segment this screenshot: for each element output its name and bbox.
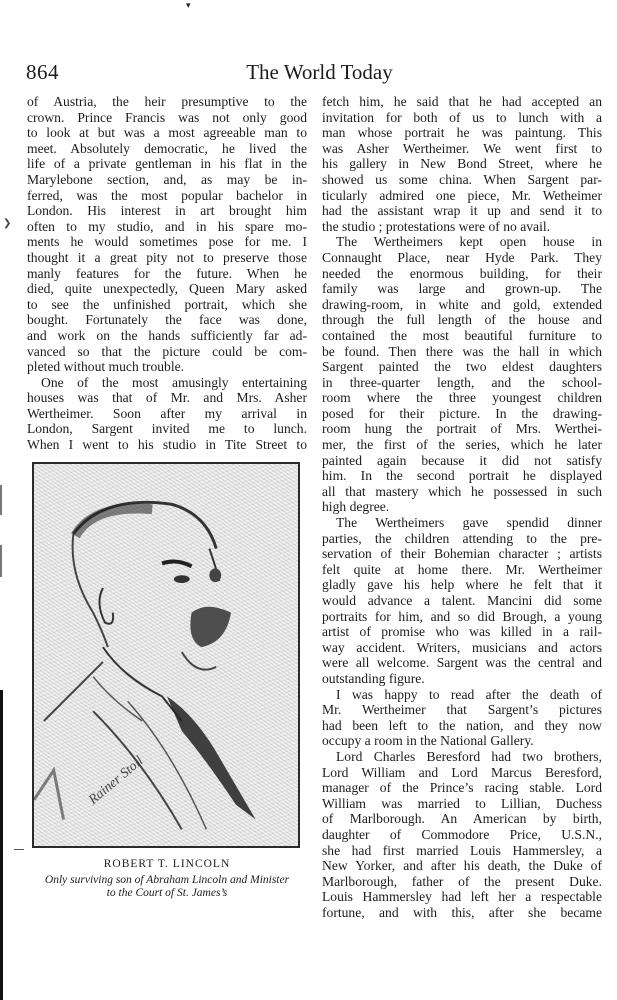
text-line: drawing-room, in white and gold, extended [322, 296, 602, 312]
text-line: contained the most beautiful furniture to [322, 327, 602, 343]
margin-mark: ❯ [3, 218, 12, 229]
text-line: houses was that of Mr. and Mrs. Asher [27, 390, 307, 406]
binding-mark [0, 485, 2, 515]
text-line: him. In the second portrait he displayed [322, 468, 602, 484]
text-line: felt quite at home there. Mr. Wertheimer [322, 561, 602, 577]
text-line: bought. Fortunately the face was done, [27, 312, 307, 328]
text-line: to look at but was a most agreeable man to [27, 125, 307, 141]
text-line: needed the enormous building, for their [322, 265, 602, 281]
text-line: of Austria, the heir presumptive to the [27, 94, 307, 109]
text-line: fetch him, he said that he had accepted an [322, 94, 602, 109]
text-line: mer, the first of the series, which he later [322, 437, 602, 453]
text-line: meet. Absolutely democratic, he lived the [27, 140, 307, 156]
text-line: ments he would sometimes pose for me. I [27, 234, 307, 250]
edge-mark [14, 849, 24, 850]
text-line: fortune, and with this, after she became [322, 904, 602, 920]
text-line: would advance a talent. Mancini did some [322, 593, 602, 608]
binding-mark [0, 545, 2, 577]
text-line: and work on the hands sufficiently far ad- [27, 327, 307, 343]
text-line: Mr. Wertheimer that Sargent’s pictures [322, 702, 602, 718]
text-line: life of a private gentleman in his flat in the [27, 156, 307, 172]
left-column-text [27, 94, 307, 453]
text-line: Marlborough, father of the present Duke. [322, 873, 602, 889]
text-line: was Asher Wertheimer. We went first to [322, 140, 602, 156]
text-line: family was large and grown-up. The [322, 281, 602, 297]
text-line: room where the three youngest children [322, 390, 602, 406]
caption-line: Only surviving son of Abraham Lincoln and Minister [44, 874, 290, 886]
text-line: Wertheimer. Soon after my arrival in [27, 405, 307, 421]
text-line: parties, the children attending to the pre- [322, 530, 602, 546]
text-line: had the assistant wrap it up and send it to [322, 203, 602, 219]
text-line: servation of their Bohemian character ; artists [322, 546, 602, 562]
text-line: Connaught Place, near Hyde Park. They [322, 249, 602, 265]
text-line: were all welcome. Sargent was the central and [322, 655, 602, 671]
text-line: Lord William and Lord Marcus Beresford, [322, 764, 602, 780]
text-line: London, Sargent invited me to lunch. [27, 421, 307, 437]
text-line: William was married to Lillian, Duchess [322, 795, 602, 811]
portrait-sketch [34, 464, 298, 846]
page-number: 864 [26, 60, 59, 84]
text-line: portraits for him, and so did Brough, a young [322, 608, 602, 624]
text-line: all that mastery which he possessed in such [322, 483, 602, 499]
text-line: had been left to the nation, and they now [322, 717, 602, 733]
text-line: high degree. [322, 499, 390, 515]
right-column-text [322, 94, 602, 920]
text-line: to see the unfinished portrait, which she [27, 296, 307, 312]
text-line: his gallery in New Bond Street, where he [322, 156, 602, 172]
text-line: When I went to his studio in Tite Street to [27, 437, 307, 453]
text-line: ferred, was the most popular bachelor in [27, 187, 307, 203]
text-line: she had first married Louis Hammersley, a [322, 842, 602, 858]
text-line: showed us some china. When Sargent par- [322, 171, 602, 187]
running-head: The World Today [246, 60, 393, 84]
text-line: Louis Hammersley had left her a respectable [322, 889, 602, 905]
text-line: New Yorker, and after his death, the Duke of [322, 858, 602, 874]
text-line: ticularly admired one piece, Mr. Wetheimer [322, 187, 602, 203]
text-line: Marylebone section, and, as may be in- [27, 171, 307, 187]
text-line: be found. Then there was the hall in which [322, 343, 602, 359]
text-line: London. His interest in art brought him [27, 203, 307, 219]
artist-signature: Rainer Stoll [85, 752, 146, 808]
text-line: posed for their picture. In the drawing- [322, 405, 602, 421]
text-line: daughter of Commodore Price, U.S.N., [322, 826, 602, 842]
paragraph-start: Lord Charles Beresford had two brothers, [336, 748, 602, 764]
text-line: vanced so that the picture could be com- [27, 343, 307, 359]
text-line: man whose portrait he was paintung. This [322, 125, 602, 141]
text-line: manly features for the future. When he [27, 265, 307, 281]
text-line: painted again because it did not satisfy [322, 452, 602, 468]
text-line: gladly gave his help where he felt that it [322, 577, 602, 593]
text-line: room hung the portrait of Mrs. Werthei- [322, 421, 602, 437]
text-line: manager of the Prince’s racing stable. Lord [322, 780, 602, 796]
text-line: Sargent painted the two eldest daughters [322, 359, 602, 375]
text-line: artist of promise who was killed in a rail- [322, 624, 602, 640]
text-line: way accident. Writers, musicians and actors [322, 639, 602, 655]
text-line: pleted without much trouble. [27, 359, 185, 375]
figure-caption-subtitle [27, 874, 307, 900]
text-line: in three-quarter length, and the school- [322, 374, 602, 390]
text-line: outstanding figure. [322, 670, 425, 686]
text-line: died, quite unexpectedly, Queen Mary asked [27, 281, 307, 297]
caption-line: to the Court of St. James’s [106, 887, 228, 899]
paragraph-start: The Wertheimers kept open house in [336, 234, 602, 250]
portrait-illustration [32, 462, 300, 848]
text-line: the studio ; protestations were of no avail. [322, 218, 551, 234]
paragraph-start: One of the most amusingly entertaining [41, 374, 307, 390]
page-binding-edge [0, 690, 4, 1000]
text-line: often to my studio, and in his spare mo- [27, 218, 307, 234]
text-line: occupy a room in the National Gallery. [322, 733, 534, 749]
text-line: invitation for both of us to lunch with a [322, 109, 602, 125]
text-line: thought it a great pity not to preserve those [27, 249, 307, 265]
paragraph-start: I was happy to read after the death of [336, 686, 602, 702]
top-print-mark: ▾ [186, 0, 191, 10]
paragraph-start: The Wertheimers gave spendid dinner [336, 515, 602, 531]
figure-caption-title: ROBERT T. LINCOLN [103, 858, 231, 870]
text-line: through the full length of the house and [322, 312, 602, 328]
text-line: of Marlborough. An American by birth, [322, 811, 602, 827]
text-line: crown. Prince Francis was not only good [27, 109, 307, 125]
